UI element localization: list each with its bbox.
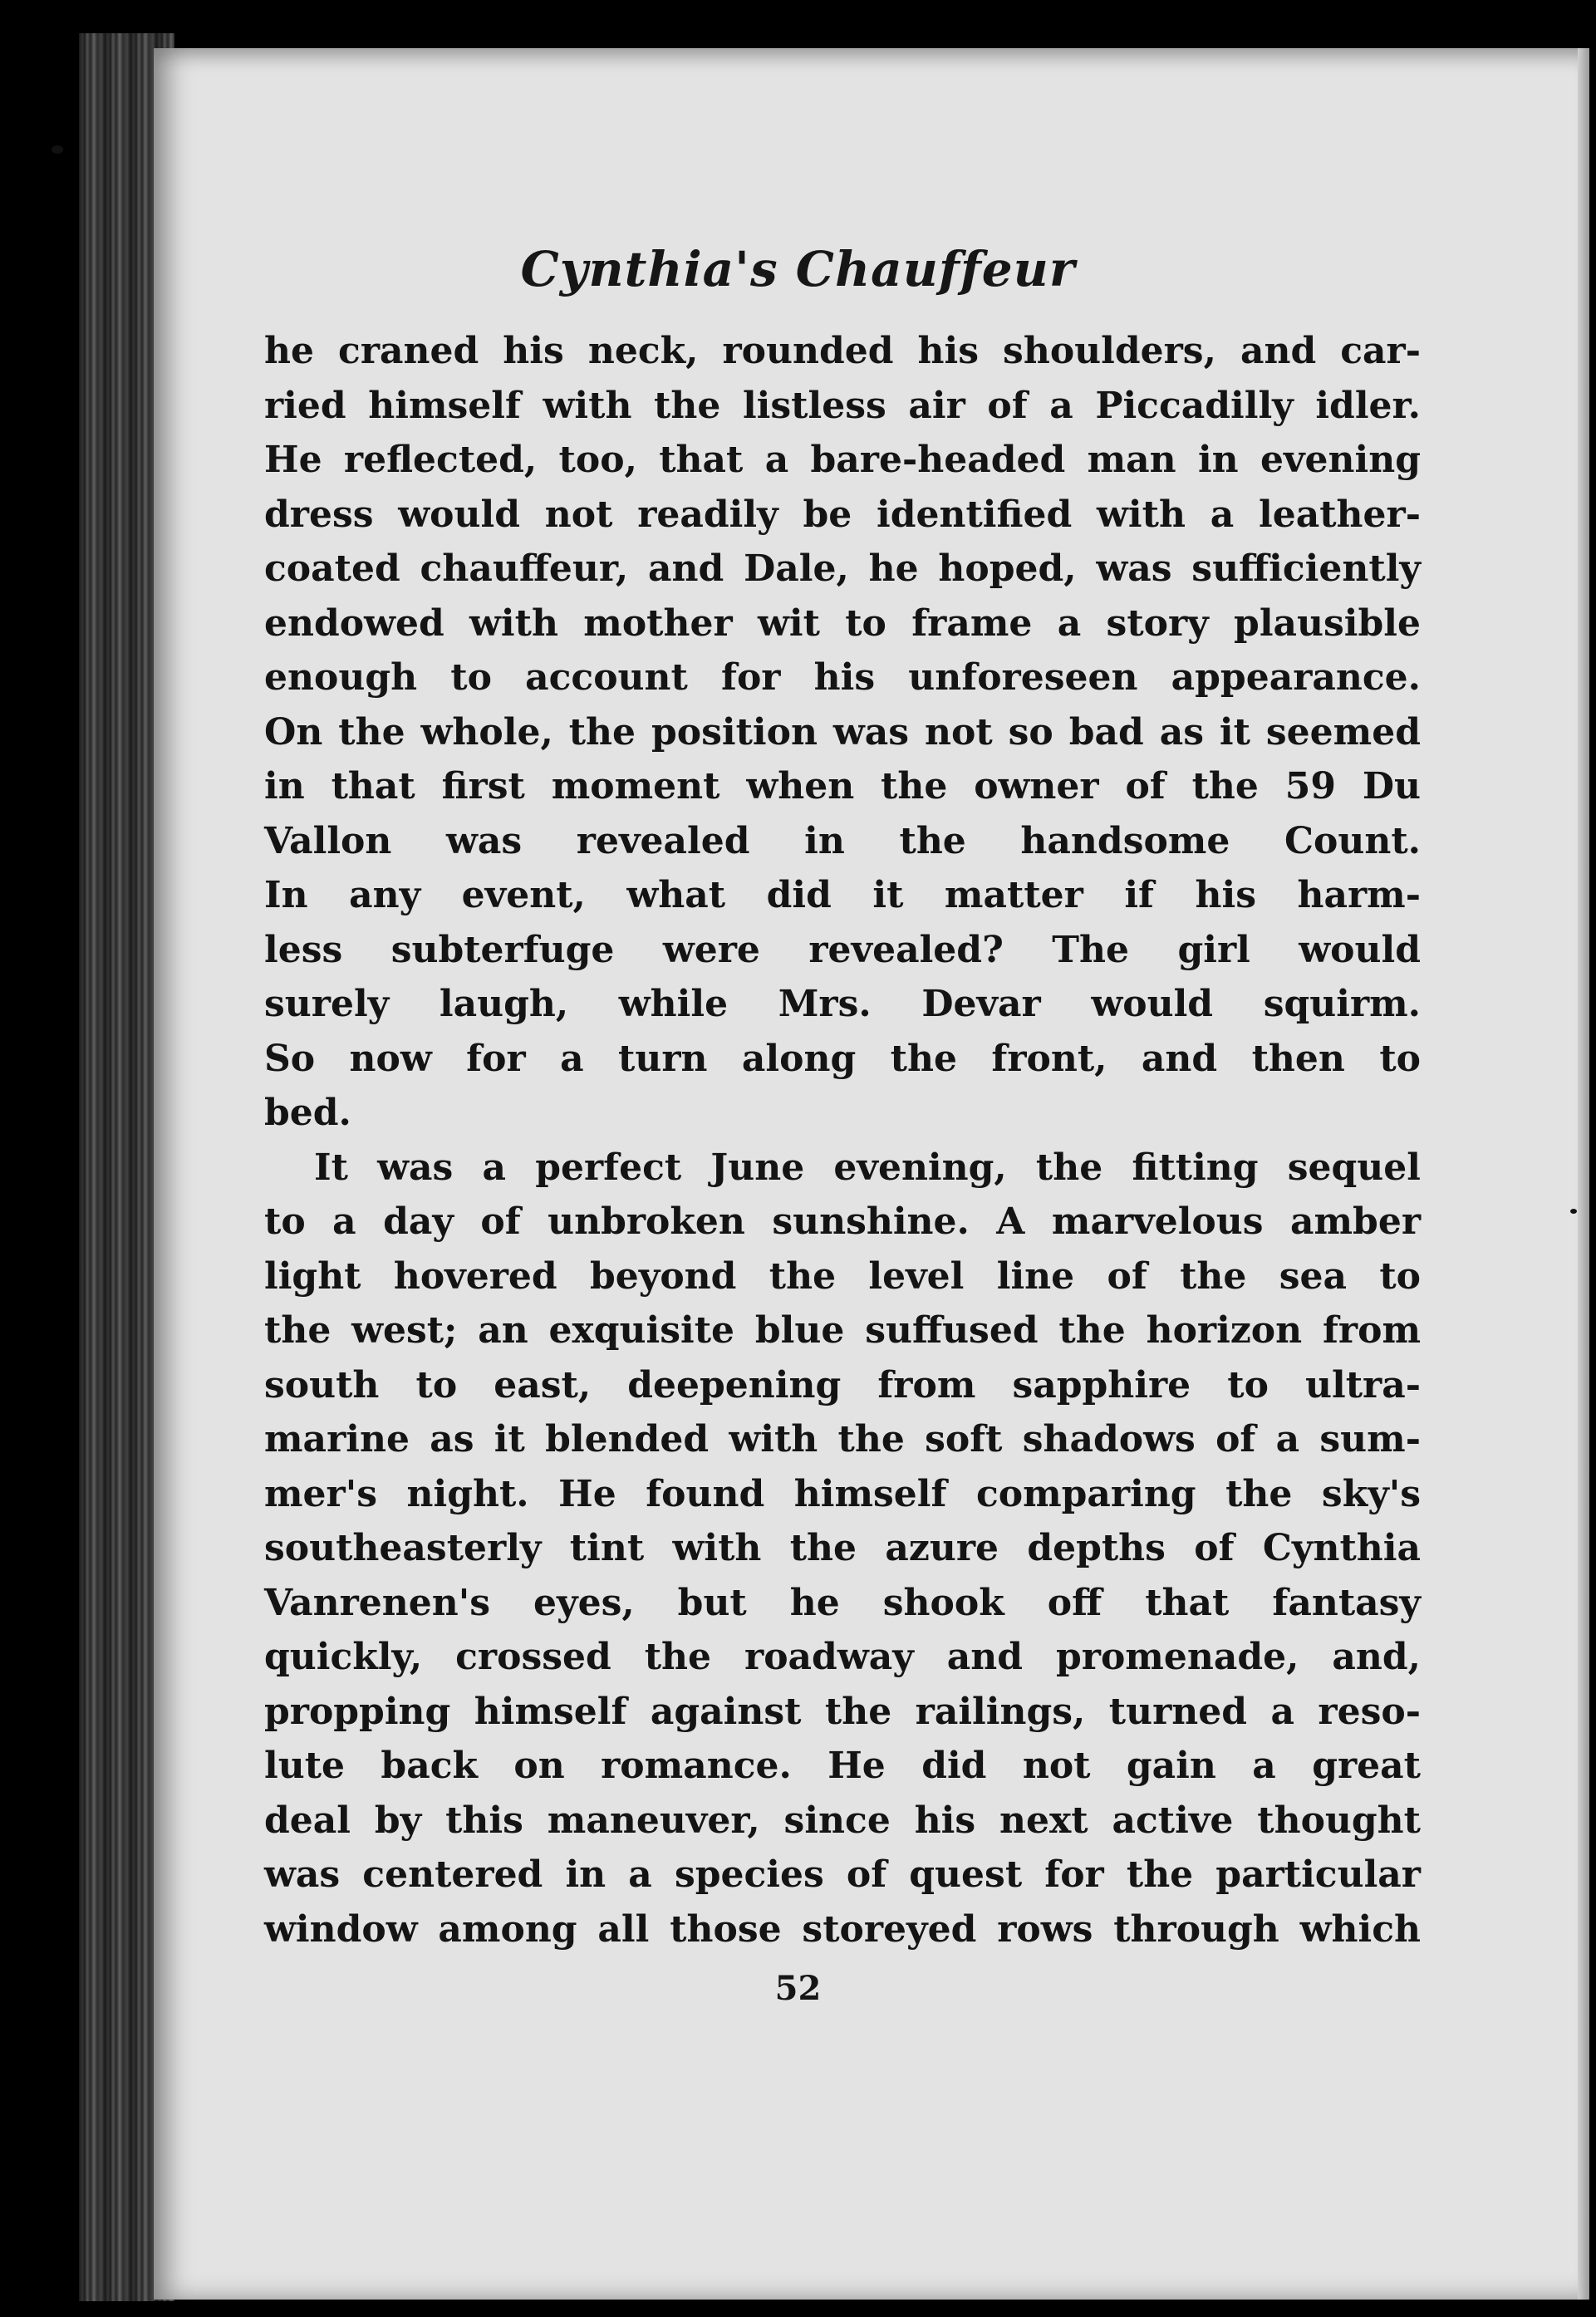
page-number: 52	[774, 1969, 822, 2008]
text-line: he craned his neck, rounded his shoulders, and car-	[264, 330, 1421, 372]
text-line: dress would not readily be identified with a leather-	[264, 493, 1421, 536]
page-edge	[1578, 48, 1589, 2300]
running-head: Cynthia's Chauffeur	[520, 241, 1076, 297]
text-line: ried himself with the listless air of a Piccadilly idler.	[264, 384, 1421, 427]
text-line: quickly, crossed the roadway and promenade, and,	[264, 1636, 1421, 1678]
text-line: southeasterly tint with the azure depths of Cynthia	[264, 1527, 1421, 1569]
text-line: in that first moment when the owner of the 59 Du	[264, 765, 1421, 808]
text-line: south to east, deepening from sapphire to ultra-	[264, 1363, 1421, 1406]
text-line: was centered in a species of quest for the particular	[264, 1853, 1421, 1896]
text-line: He reflected, too, that a bare-headed man in evening	[264, 439, 1421, 481]
text-line: surely laugh, while Mrs. Devar would squirm.	[264, 983, 1421, 1025]
text-line: So now for a turn along the front, and then to	[264, 1037, 1421, 1080]
scan-speck	[1570, 1209, 1577, 1214]
text-line: bed.	[264, 1092, 351, 1134]
text-line: to a day of unbroken sunshine. A marvelous amber	[264, 1200, 1421, 1243]
text-line: Vanrenen's eyes, but he shook off that fantasy	[264, 1581, 1421, 1624]
text-line: mer's night. He found himself comparing the sky's	[264, 1472, 1421, 1515]
text-line: the west; an exquisite blue suffused the horizon from	[264, 1309, 1421, 1352]
text-line: lute back on romance. He did not gain a great	[264, 1745, 1421, 1787]
text-line: Vallon was revealed in the handsome Count.	[264, 819, 1421, 862]
text-line: enough to account for his unforeseen appearance.	[264, 656, 1421, 699]
text-line: light hovered beyond the level line of the sea to	[264, 1254, 1421, 1298]
paragraph-2	[264, 1141, 1421, 1957]
text-line: window among all those storeyed rows through which	[264, 1907, 1421, 1951]
text-line: deal by this maneuver, since his next active thought	[264, 1799, 1421, 1842]
text-line: endowed with mother wit to frame a story plausible	[264, 601, 1421, 645]
text-line: marine as it blended with the soft shadows of a sum-	[264, 1418, 1421, 1460]
text-line: In any event, what did it matter if his harm-	[264, 874, 1421, 916]
scan-speck	[52, 145, 63, 154]
text-line: propping himself against the railings, turned a reso-	[264, 1690, 1421, 1733]
text-line: On the whole, the position was not so bad as it seemed	[264, 710, 1421, 754]
paragraph-1	[264, 324, 1421, 1141]
body-text	[264, 324, 1421, 1956]
text-line: It was a perfect June evening, the fitting sequel	[314, 1146, 1421, 1189]
text-line: less subterfuge were revealed? The girl would	[264, 928, 1421, 971]
text-line: coated chauffeur, and Dale, he hoped, was sufficiently	[264, 547, 1421, 590]
